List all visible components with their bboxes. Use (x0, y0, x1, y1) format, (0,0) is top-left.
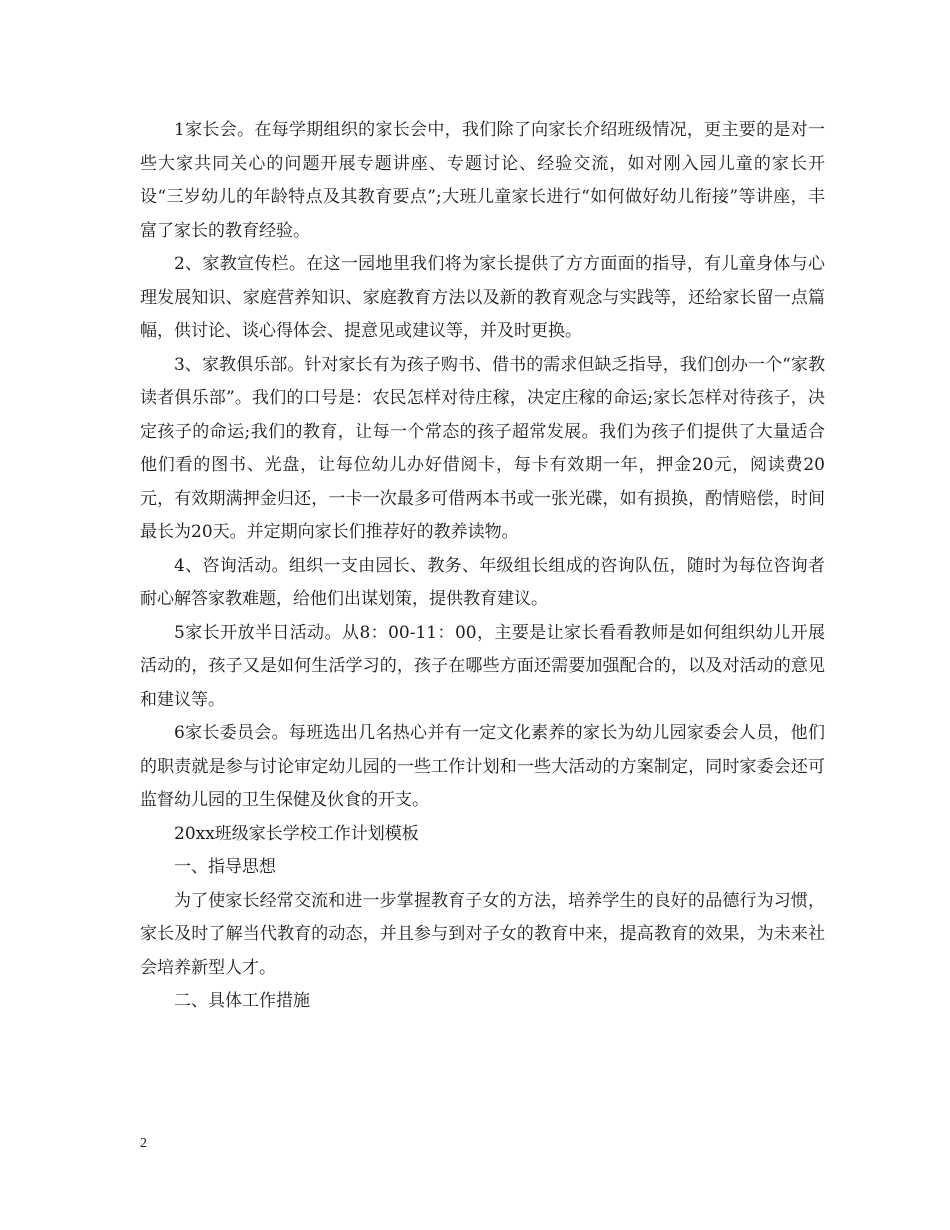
heading-guiding-thought: 一、指导思想 (174, 857, 276, 877)
paragraph-consultation: 4、咨询活动。组织一支由园长、教务、年级组长组成的咨询队伍，随时为每位咨询者耐心解答家教难题，给他们出谋划策，提供教育建议。 (140, 555, 825, 609)
section-title-plan-template: 20xx班级家长学校工作计划模板 (174, 823, 419, 844)
paragraph-open-half-day: 5家长开放半日活动。从8：00-11：00，主要是让家长看看教师是如何组织幼儿开展活动的，孩子又是如何生活学习的，孩子在哪些方面还需要加强配合的，以及对活动的意见和建议等。 (140, 622, 825, 710)
page-number: 2 (140, 1136, 147, 1151)
paragraph-guiding-thought: 为了使家长经常交流和进一步掌握教育子女的方法，培养学生的良好的品德行为习惯，家长及时了解当代教育的动态，并且参与到对子女的教育中来，提高教育的效果，为未来社会培养新型人才。 (140, 890, 825, 978)
paragraph-parent-meeting: 1家长会。在每学期组织的家长会中，我们除了向家长介绍班级情况，更主要的是对一些大家共同关心的问题开展专题讲座、专题讨论、经验交流，如对刚入园儿童的家长开设“三岁幼儿的年龄特点及其教育要点”;大班儿童家长进行“如何做好幼儿衔接”等讲座，丰富了家长的教育经验。 (140, 120, 825, 241)
heading-work-measures: 二、具体工作措施 (174, 991, 310, 1011)
paragraph-bulletin-board: 2、家教宣传栏。在这一园地里我们将为家长提供了方方面面的指导，有儿童身体与心理发展知识、家庭营养知识、家庭教育方法以及新的教育观念与实践等，还给家长留一点篇幅，供讨论、谈心得体会、提意见或建议等，并及时更换。 (140, 254, 825, 341)
paragraph-reading-club: 3、家教俱乐部。针对家长有为孩子购书、借书的需求但缺乏指导，我们创办一个“家教读者俱乐部”。我们的口号是：农民怎样对待庄稼，决定庄稼的命运;家长怎样对待孩子，决定孩子的命运;我们的教育，让每一个常态的孩子超常发展。我们为孩子们提供了大量适合他们看的图书、光盘，让每位幼儿办好借阅卡，每卡有效期一年，押金20元，阅读费20元，有效期满押金归还，一卡一次最多可借两本书或一张光碟，如有损换，酌情赔偿，时间最长为20天。并定期向家长们推荐好的教养读物。 (140, 354, 825, 542)
document-body (140, 114, 825, 1019)
paragraph-parent-committee: 6家长委员会。每班选出几名热心并有一定文化素养的家长为幼儿园家委会人员，他们的职责就是参与讨论审定幼儿园的一些工作计划和一些大活动的方案制定，同时家委会还可监督幼儿园的卫生保健及伙食的开支。 (140, 723, 825, 810)
